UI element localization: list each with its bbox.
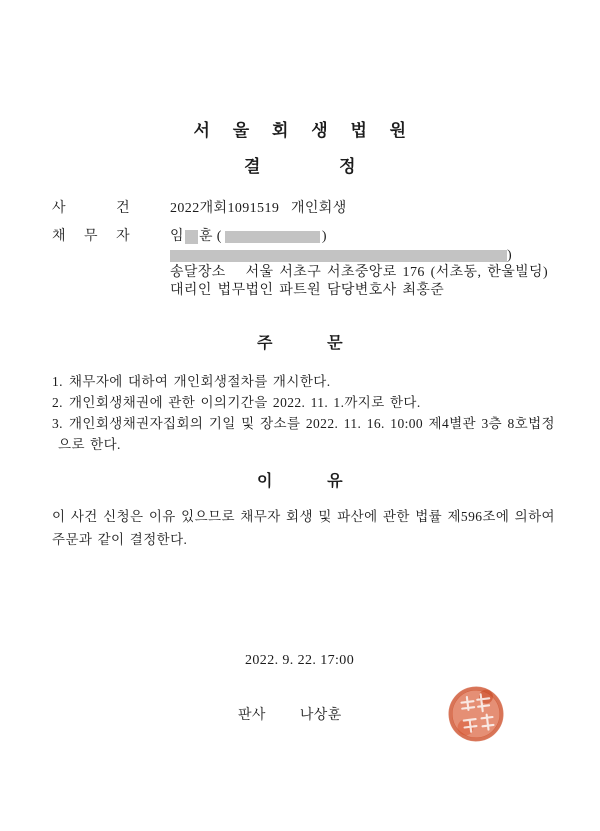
debtor-name-rest: 훈 ( [198,229,222,244]
service-address-label: 송달장소 [170,265,226,280]
case-number-value: 2022개회1091519 개인회생 [170,201,347,216]
debtor-row [52,228,327,245]
reason-section-heading: 이 유 [257,473,343,490]
judge-seal-stamp-icon [444,680,508,748]
judge-signature-row [238,707,342,724]
redaction-box-address [170,250,507,262]
order-item-2-text: 개인회생채권에 관한 이의기간을 2022. 11. 1.까지로 한다. [68,395,421,410]
reason-paragraph: 이 사건 신청은 이유 있으므로 채무자 회생 및 파산에 관한 법률 제596조에 의하여 주문과 같이 결정한다. [52,509,555,547]
order-item-1-text: 채무자에 대하여 개인회생절차를 개시한다. [68,374,331,389]
debtor-paren-close: ) [321,229,327,244]
order-section-heading: 주 문 [257,335,343,352]
order-item-1-number: 1. [52,374,63,389]
service-address-value: 서울 서초구 서초중앙로 176 (서초동, 한울빌딩) [245,265,549,280]
service-address-row [170,264,548,281]
debtor-address-redacted-row [170,249,512,262]
order-item-2-number: 2. [52,395,63,410]
case-label: 사 건 [52,201,130,216]
order-item-3-text: 개인회생채권자집회의 기일 및 장소를 2022. 11. 16. 10:00 제4별관 3층 8호법정으로 한다. [58,416,555,452]
order-item-1 [52,371,555,392]
attorney-row: 대리인 법무법인 파트원 담당변호사 최홍준 [170,283,445,298]
debtor-name-first: 임 [170,229,184,244]
redaction-box-id [225,231,320,243]
address-paren-close: ) [507,248,513,263]
order-item-list [52,371,555,455]
court-name-title: 서 울 회 생 법 원 [193,121,407,140]
redaction-box-name [185,230,198,244]
decision-datetime: 2022. 9. 22. 17:00 [245,653,355,668]
debtor-name [170,228,327,245]
case-number-row [52,200,347,217]
order-item-3 [52,413,555,455]
judge-name: 나상훈 [299,708,342,723]
order-item-2 [52,392,555,413]
debtor-label: 채 무 자 [52,229,130,244]
document-type-title: 결 정 [244,157,356,176]
judge-title-label: 판사 [238,708,266,723]
order-item-3-number: 3. [52,416,63,431]
